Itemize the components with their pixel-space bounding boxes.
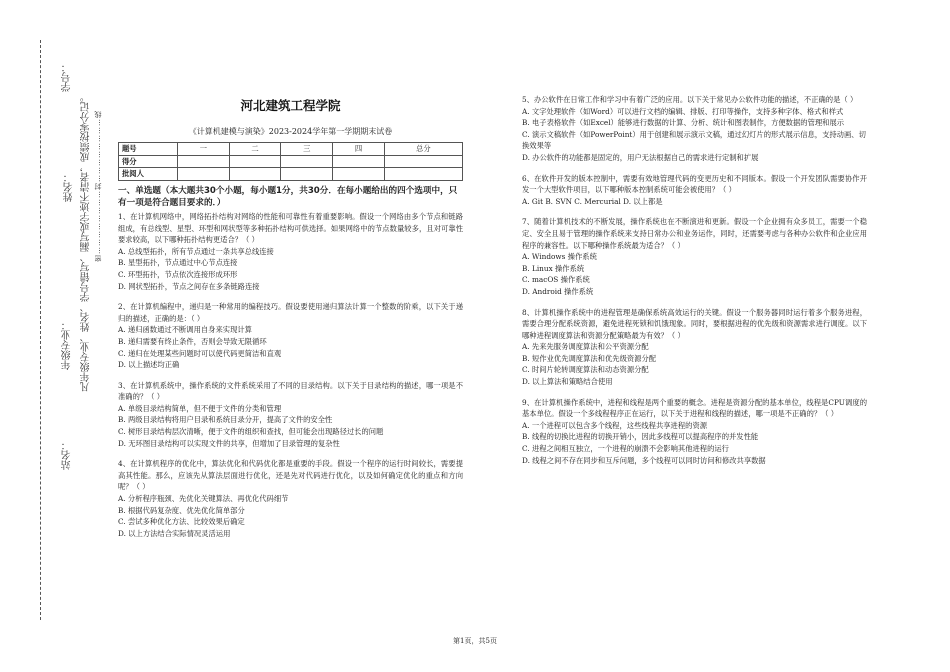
exam-subtitle: 《计算机建模与演染》2023-2024学年第一学期期末试卷 [188, 126, 393, 136]
question-stem: 3、在计算机系统中，操作系统的文件系统采用了不同的目录结构。以下关于目录结构的描述，哪一项是不准确的？（ ） [118, 380, 463, 402]
question-stem: 4、在计算机程序的优化中，算法优化和代码优化都是重要的手段。假设一个程序的运行时间较长，需要提高其性能。那么，应该先从算法层面进行优化，还是先对代码进行优化，以及如何确定优化的重点和方向呢？（ ） [118, 459, 463, 492]
option[interactable]: A. 总线型拓扑，所有节点通过一条共享总线连接 [118, 246, 274, 256]
score-cell[interactable] [229, 155, 281, 168]
question-stem: 5、办公软件在日常工作和学习中有着广泛的应用。以下关于常见办公软件功能的描述，不正确的是（ ） [522, 95, 858, 104]
score-row [119, 155, 463, 168]
score-table [118, 142, 463, 181]
question-4 [118, 458, 463, 539]
right-column [522, 94, 867, 475]
reviewer-cell[interactable] [281, 168, 333, 181]
score-header-cell: 三 [281, 143, 333, 156]
reviewer-cell[interactable] [229, 168, 281, 181]
binding-warning: 凡年级专业、姓名、学号错写、漏写或字迹不清者，成绩按零分记。 [81, 92, 92, 392]
score-header-cell: 四 [333, 143, 385, 156]
reviewer-cell[interactable] [384, 168, 462, 181]
option[interactable]: B. 电子表格软件（如Excel）能够进行数据的计算、分析、统计和图表制作，方便数据的管理和展示 [522, 118, 845, 128]
option[interactable]: C. 进程之间相互独立，一个进程的崩溃不会影响其他进程的运行 [522, 444, 729, 454]
option[interactable]: A. Windows 操作系统 [522, 252, 597, 262]
option[interactable]: D. 以上算法和策略结合使用 [522, 377, 613, 387]
question-2 [118, 301, 463, 371]
question-1 [118, 211, 463, 292]
option[interactable]: A. 单级目录结构简单，但不便于文件的分类和管理 [118, 403, 282, 413]
score-cell[interactable] [281, 155, 333, 168]
option[interactable]: C. macOS 操作系统 [522, 275, 590, 285]
question-stem: 9、在计算机操作系统中，进程和线程是两个重要的概念。进程是资源分配的基本单位，线程是CPU调度的基本单位。假设一个多线程程序正在运行，以下关于进程和线程的描述，哪一项是不正确的？（ ） [522, 397, 867, 419]
question-stem: 1、在计算机网络中，网络拓扑结构对网络的性能和可靠性有着重要影响。假设一个网络由多个节点和链路组成，有总线型、星型、环型和网状型等多种拓扑结构可供选择。如果网络中的节点数量较多，且对可靠性要求较高，以下哪种拓扑结构更适合？（ ） [118, 211, 463, 245]
question-stem: 6、在软件开发的版本控制中，需要有效地管理代码的变更历史和不同版本。假设一个开发团队需要协作开发一个大型软件项目，以下哪种版本控制系统可能会被使用？（ ） [522, 173, 867, 195]
option[interactable]: C. 递归在处理某些问题时可以使代码更简洁和直观 [118, 348, 282, 358]
option[interactable]: D. Android 操作系统 [522, 286, 594, 296]
score-table-header [119, 143, 463, 156]
reviewer-cell[interactable] [178, 168, 230, 181]
score-header-cell: 一 [178, 143, 230, 156]
page-footer: 第1页，共5页 [453, 637, 497, 645]
score-header-cell: 题号 [119, 143, 178, 156]
reviewer-row-label: 批阅人 [119, 168, 178, 181]
option[interactable]: A. 一个进程可以包含多个线程，这些线程共享进程的资源 [522, 420, 708, 430]
question-stem: 8、计算机操作系统中的进程管理是确保系统高效运行的关键。假设一个服务器同时运行着多个服务进程，需要合理分配系统资源，避免进程死锁和饥饿现象。同时，要根据进程的优先级和资源需求进行调度。以下哪种进程调度算法和资源分配策略最为有效？（ ） [522, 307, 867, 340]
option[interactable]: A. 分析程序瓶颈、先优化关键算法、再优化代码细节 [118, 494, 289, 504]
reviewer-cell[interactable] [333, 168, 385, 181]
option[interactable]: B. 线程的切换比进程的切换开销小，因此多线程可以提高程序的并发性能 [522, 432, 759, 442]
major-label: 年级专业： [62, 320, 73, 370]
school-label: 站名： [62, 440, 73, 470]
option[interactable]: C. 树形目录结构层次清晰，便于文件的组织和查找，但可能会出现路径过长的问题 [118, 427, 384, 437]
question-9 [522, 397, 867, 467]
option[interactable]: D. 无环图目录结构可以实现文件的共享，但增加了目录管理的复杂性 [118, 438, 340, 448]
option[interactable]: C. 尝试多种优化方法、比较效果后确定 [118, 517, 245, 527]
name-label: 姓名： [64, 172, 75, 202]
option[interactable]: D. 线程之间不存在同步和互斥问题，多个线程可以同时访问和修改共享数据 [522, 455, 766, 465]
option[interactable]: D. 网状型拓扑，节点之间存在多条链路连接 [118, 281, 260, 291]
score-cell[interactable] [178, 155, 230, 168]
score-header-cell: 二 [229, 143, 281, 156]
option[interactable]: A. 文字处理软件（如Word）可以进行文档的编辑、排版、打印等操作，支持多种字体、格式和样式 [522, 106, 844, 116]
school-title: 河北建筑工程学院 [240, 98, 341, 113]
option[interactable]: D. 办公软件的功能都是固定的，用户无法根据自己的需求进行定制和扩展 [522, 152, 759, 162]
question-3 [118, 380, 463, 450]
reviewer-row [119, 168, 463, 181]
score-row-label: 得分 [119, 155, 178, 168]
binding-margin [0, 0, 105, 672]
option[interactable]: D. 以上描述均正确 [118, 360, 180, 370]
option[interactable]: A. Git B. SVN C. Mercurial D. 以上都是 [522, 196, 663, 206]
option[interactable]: B. 星型拓扑，节点通过中心节点连接 [118, 258, 238, 268]
option[interactable]: B. 两级目录结构将用户目录和系统目录分开，提高了文件的安全性 [118, 415, 333, 425]
score-header-cell: 总分 [384, 143, 462, 156]
option[interactable]: B. 短作业优先调度算法和优先级资源分配 [522, 353, 657, 363]
score-cell[interactable] [333, 155, 385, 168]
score-cell[interactable] [384, 155, 462, 168]
student-id-label: 学号： [62, 62, 73, 92]
section-title: 一、单选题（本大题共30个小题，每小题1分，共30分．在每小题给出的四个选项中，只有一项是符合题目要求的．） [118, 185, 458, 208]
option[interactable]: A. 先来先服务调度算法和公平资源分配 [522, 342, 649, 352]
option[interactable]: B. 根据代码复杂度、优先优化简单部分 [118, 505, 245, 515]
question-7 [522, 216, 867, 297]
question-stem: 2、在计算机编程中，递归是一种常用的编程技巧。假设要使用递归算法计算一个整数的阶乘，以下关于递归的描述，正确的是：（ ） [118, 302, 463, 323]
left-column [118, 92, 463, 548]
question-stem: 7、随着计算机技术的不断发展，操作系统也在不断演进和更新。假设一个企业拥有众多员工，需要一个稳定、安全且易于管理的操作系统来支持日常办公和业务运作，同时，还需要考虑与各种办公软件和企业应用程序的兼容性。以下哪种操作系统最为适合？（ ） [522, 217, 867, 250]
option[interactable]: B. Linux 操作系统 [522, 263, 585, 273]
question-6 [522, 173, 867, 208]
question-8 [522, 307, 867, 388]
option[interactable]: C. 演示文稿软件（如PowerPoint）用于创建和展示演示文稿，通过幻灯片的形式展示信息，支持动画、切换效果等 [522, 129, 866, 151]
question-5 [522, 94, 867, 164]
seal-line: 密……………………封……………………线 [94, 110, 102, 262]
option[interactable]: C. 时间片轮转调度算法和动态资源分配 [522, 365, 649, 375]
option[interactable]: B. 递归需要有终止条件，否则会导致无限循环 [118, 336, 267, 346]
option[interactable]: C. 环型拓扑，节点依次连接形成环形 [118, 269, 238, 279]
option[interactable]: D. 以上方法结合实际情况灵活运用 [118, 528, 231, 538]
binding-dashed-line [40, 40, 41, 620]
option[interactable]: A. 递归函数通过不断调用自身来实现计算 [118, 325, 252, 335]
